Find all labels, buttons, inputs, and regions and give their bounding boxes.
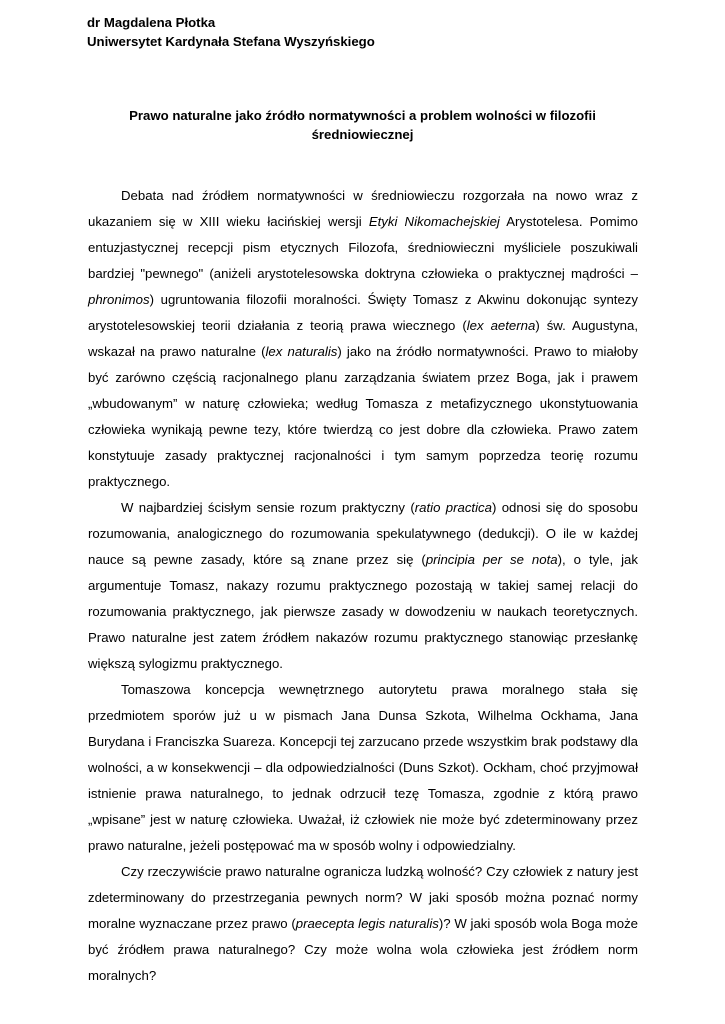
text-run: ), o tyle, jak argumentuje Tomasz, nakazy rozumu praktycznego pozostają w takiej samej relacji do rozumowania praktycznego, jak pierwsze zasady w dowodzeniu w naukach teoretycznych. Prawo naturalne jest zatem źródłem nakazów rozumu praktycznego stanowiąc przesłankę większą sylogizmu praktycznego. — [88, 552, 638, 671]
text-run: ) ugruntowania filozofii moralności. Święty Tomasz z Akwinu dokonując syntezy arystotelesowskiej teorii działania z teorią prawa wiecznego ( — [88, 292, 638, 333]
text-run: ) jako na źródło normatywności. Prawo to miałoby być zarówno częścią racjonalnego planu zarządzania światem przez Boga, jak i prawem „wbudowanym” w naturę człowieka; według Tomasza z metafizycznego ukonstytuowania człowieka wynikają pewne tezy, które twierdzą co jest dobre dla człowieka. Prawo zatem konstytuuje zasady praktycznej racjonalności i tym samym poprzedza teorię rozumu praktycznego. — [88, 344, 638, 489]
document-body — [88, 183, 638, 989]
text-run: W najbardziej ścisłym sensie rozum praktyczny ( — [121, 500, 415, 515]
text-run: )? W jaki sposób wola Boga może być źródłem prawa naturalnego? Czy może wolna wola człowieka jest źródłem norm moralnych? — [88, 916, 638, 983]
paragraph — [88, 183, 638, 495]
italic-term: lex aeterna — [466, 318, 536, 333]
italic-term: praecepta legis naturalis — [295, 916, 439, 931]
title-line-1: Prawo naturalne jako źródło normatywności a problem wolności w filozofii — [129, 108, 596, 123]
text-run: Arystotelesa. Pomimo entuzjastycznej recepcji pism etycznych Filozofa, średniowieczni myśliciele poszukiwali bardziej "pewnego" (aniżeli arystotelesowska doktryna człowieka o praktycznej mądrości – — [88, 214, 638, 281]
italic-term: lex naturalis — [265, 344, 338, 359]
text-run: Tomaszowa koncepcja wewnętrznego autorytetu prawa moralnego stała się przedmiotem sporów już u w pismach Jana Dunsa Szkota, Wilhelma Ockhama, Jana Burydana i Franciszka Suareza. Koncepcji tej zarzucano przede wszystkim brak podstawy dla wolności, a w konsekwencji – dla odpowiedzialności (Duns Szkot). Ockham, choć przyjmował istnienie prawa naturalnego, to jednak odrzucił tezę Tomasza, zgodnie z którą prawo „wpisane” jest w naturę człowieka. Uważał, iż człowiek nie może być zdeterminowany przez prawo naturalne, jeżeli postępować ma w sposób wolny i odpowiedzialny. — [88, 682, 638, 853]
text-run: Debata nad źródłem normatywności w średniowieczu rozgorzała na nowo wraz z ukazaniem się w XIII wieku łacińskiej wersji — [88, 188, 638, 229]
italic-term: Etyki Nikomachejskiej — [368, 214, 500, 229]
italic-term: ratio practica — [414, 500, 492, 515]
document-title — [100, 106, 625, 144]
text-run: Czy rzeczywiście prawo naturalne ogranicza ludzką wolność? Czy człowiek z natury jest zdeterminowany do przestrzegania pewnych norm? W jaki sposób można poznać normy moralne wyznaczane przez prawo ( — [88, 864, 638, 931]
author-block — [87, 13, 375, 51]
paragraph — [88, 495, 638, 677]
author-name: dr Magdalena Płotka — [87, 15, 216, 30]
title-line-2: średniowiecznej — [311, 127, 414, 142]
paragraph — [88, 859, 638, 989]
paragraph — [88, 677, 638, 859]
text-run: ) odnosi się do sposobu rozumowania, analogicznego do rozumowania spekulatywnego (dedukcji). O ile w każdej nauce są pewne zasady, które są znane przez się ( — [88, 500, 639, 567]
italic-term: phronimos — [88, 292, 150, 307]
italic-term: principia per se nota — [425, 552, 558, 567]
author-affiliation: Uniwersytet Kardynała Stefana Wyszyńskiego — [87, 34, 375, 49]
text-run: ) św. Augustyna, wskazał na prawo naturalne ( — [88, 318, 638, 359]
